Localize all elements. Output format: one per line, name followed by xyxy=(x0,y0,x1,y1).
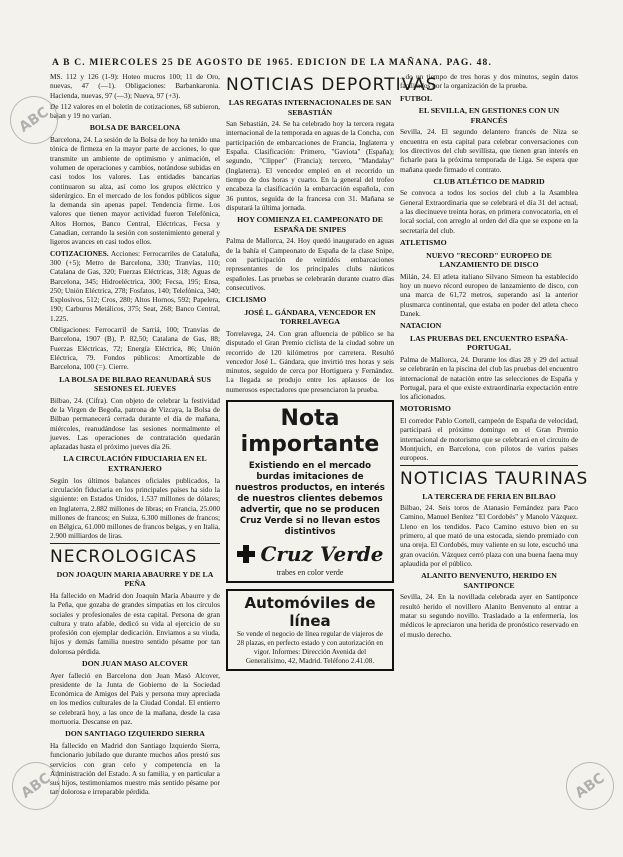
ad-body: Existiendo en el mercado burdas imitaciones de nuestros productos, en interés de nuestros clientes debemos advertir, que no se producen Cruz Verde si no llevan estos distintivos xyxy=(235,460,385,537)
column-left xyxy=(50,72,220,852)
necrologicas-title: NECROLOGICAS xyxy=(50,546,198,567)
necro2-heading: DON JUAN MASO ALCOVER xyxy=(82,659,188,668)
ad2-body: Se vende el negocio de línea regular de viajeros de 28 plazas, en perfecto estado y con autorización en vigor. Informes: Dirección Avenida del Generalísimo, 42, Madrid. Teléfono 2.41.08. xyxy=(236,629,384,665)
cotizaciones-body: Acciones: Ferrocarriles de Cataluña, 300 (+5); Metro de Barcelona, 330; Tranvías, 110; Catalana de Gas, 320; Fuerzas Eléctricas, 318; Aguas de Barcelona, 345; Hidroeléctrica, 300; Fecsa, 195; Ensa, 250; Unión Eléctrica, 278; Fosfatos, 140; Telefónica, 340; Explosivos, 512; Cros, 280; Altos Hornos, 592; Papelera, 190; Carburos Metálicos, 375; Seat, 268; Banco Central, 1.225. xyxy=(50,248,221,323)
cruz-verde-logo xyxy=(234,542,386,566)
futbol-heading: EL SEVILLA, EN GESTIONES CON UN FRANCÉS xyxy=(418,106,560,125)
motorismo-body: El corredor Pablo Cortell, campeón de España de velocidad, participará el próximo domingo en el Gran Premio internacional de motorismo que se celebrará en el circuito de Montjuich, en Barcelona, con pilotos de varios países europeos. xyxy=(400,416,578,463)
atletismo-body: Milán, 24. El atleta italiano Silvano Simeon ha establecido hoy un nuevo récord europeo de lanzamiento de disco, con una marca de 61,72 metros, superando así la anterior plusmarca continental, que estaba en poder del atleta checo Danek. xyxy=(400,271,578,318)
cruz-verde-ad xyxy=(226,400,394,583)
circulacion-heading: LA CIRCULACIÓN FIDUCIARIA EN EL EXTRANJERO xyxy=(63,454,207,474)
alanito-heading: ALANITO BENVENUTO, HERIDO EN SANTIPONCE xyxy=(421,571,557,590)
necro1-body: Ha fallecido en Madrid don Joaquín María Abaurre y de la Peña, que gozaba de grandes simpatías en los círculos sociales y profesionales de esta capital. Persona de gran cultura y trato afable, dedicó su vida al ejercicio de su profesión con ejemplar dedicación. Enviamos a su viuda, hijos y demás familia nuestro sentido pésame por tan dolorosa pérdida. xyxy=(50,590,220,656)
divider xyxy=(50,543,220,544)
running-head: A B C. MIERCOLES 25 DE AGOSTO DE 1965. EDICION DE LA MAÑANA. PAG. 48. xyxy=(52,58,493,68)
futbol-title: FUTBOL xyxy=(400,93,433,103)
cotizaciones-heading: COTIZACIONES. xyxy=(50,248,109,258)
circulacion-body: Según los últimos balances oficiales publicados, la circulación fiduciaria en los principales países ha sido la siguiente: en Estados Unidos, 1.537 millones de dólares; en Inglaterra, 2.882 millones de libras; en Francia, 25.000 millones de francos; en Suiza, 6.300 millones de francos; en Bélgica, 61.000 millones de francos belgas, y en Italia, 2.900 milliardos de liras. xyxy=(50,475,220,541)
bolsa-barcelona-body: Barcelona, 24. La sesión de la Bolsa de hoy ha tenido una tónica de firmeza en la mayor parte de acciones, lo que transmite un ambiente de optimismo y animación, el volumen de operaciones y cambios, notándose subidas en casi todos los valores. Las entidades bancarias continuaron su alza, así como los grupos eléctrico y siderúrgico. En el mercado de los fondos públicos sigue la demanda sin apenas papel. Tendencia firme. Los valores que tienen mayor actividad fueron Telefónica, Altos Hornos, Banco Central, Eléctricas, Fecsa y Canadian, cerrando la sesión con sostenimiento general y ligeros avances en casi todos ellos. xyxy=(50,135,220,247)
bilbao-body: Bilbao, 24. (Cifra). Con objeto de celebrar la festividad de la Virgen de Begoña, patrona de Vizcaya, la Bolsa de Bilbao permanecerá cerrada durante el día de mañana, miércoles, reanudándose las sesiones normalmente el jueves. Las operaciones de contratación quedarán aplazadas hasta el próximo jueves día 26. xyxy=(50,395,220,452)
abc-watermark: ABC xyxy=(1,87,68,154)
necro1-heading: DON JOAQUIN MARIA ABAURRE Y DE LA PEÑA xyxy=(56,569,214,589)
atletico-body: Se convoca a todos los socios del club a la Asamblea General Extraordinaria que se celebrará el día 31 del actual, a las diecinueve treinta horas, en primera convocatoria, en el local social, con arreglo al orden del día que se expone en la secretaría del club. xyxy=(400,188,578,235)
abc-watermark: ABC xyxy=(3,753,70,820)
deportivas-title: NOTICIAS DEPORTIVAS xyxy=(226,75,438,95)
motorismo-title: MOTORISMO xyxy=(400,404,451,414)
bilbao-heading: LA BOLSA DE BILBAO REANUDARÁ SUS SESIONES EL JUEVES xyxy=(59,374,211,394)
ciclismo-title: CICLISMO xyxy=(226,295,267,305)
taurinas-title: NOTICIAS TAURINAS xyxy=(400,468,589,489)
cross-icon xyxy=(237,545,255,563)
divider xyxy=(400,465,578,466)
necro3-heading: DON SANTIAGO IZQUIERDO SIERRA xyxy=(65,729,205,739)
column-right xyxy=(400,72,589,852)
ciclismo-heading: JOSÉ L. GÁNDARA, VENCEDOR EN TORRELAVEGA xyxy=(244,307,376,327)
natacion-title: NATACION xyxy=(400,321,442,331)
regatas-body: San Sebastián, 24. Se ha celebrado hoy la tercera regata internacional de la temporada en aguas de la Concha, con participación de embarcaciones de Francia, Inglaterra y España. Clasificación: Primero, "Gaviota" (España); segundo, "Clipper" (Francia); tercero, "Mandalay" (Inglaterra). El vencedor empleó en el recorrido un tiempo de dos horas y cuarto. En la general del trofeo encabeza la clasificación la embarcación española, con 36 puntos, seguida de la francesa con 31. Mañana se disputará la última jornada. xyxy=(226,119,394,212)
campeonato-body: Palma de Mallorca, 24. Hoy quedó inaugurado en aguas de la bahía el Campeonato de España de la clase Snipe, con participación de veintidós embarcaciones representantes de los principales clubs náuticos españoles. Las pruebas se celebrarán durante cuatro días consecutivos. xyxy=(226,236,394,292)
alanito-body: Sevilla, 24. En la novillada celebrada ayer en Santiponce resultó herido el novillero Alanito Benvenuto al entrar a matar su segundo novillo. Trasladado a la enfermería, los médicos le apreciaron una herida de pronóstico reservado en el muslo derecho. xyxy=(400,592,578,639)
ciclismo-body: Torrelavega, 24. Con gran afluencia de público se ha disputado el Gran Premio ciclista de la ciudad sobre un recorrido de 120 kilómetros por carretera. Resultó vencedor José L. Gándara, que invirtió tres horas y seis minutos, seguido de cerca por Hortiguera y Fernández. La llegada se produjo entre los aplausos de los numerosos espectadores que presenciaron la prueba. xyxy=(226,328,394,394)
automoviles-ad xyxy=(226,589,394,671)
necro2-body: Ayer falleció en Barcelona don Juan Masó Alcover, presidente de la Junta de Gobierno de la Sociedad Económica de Amigos del País y persona muy apreciada en los medios culturales de la Ciudad Condal. El entierro se celebrará hoy, a las once de la mañana, desde la casa mortuoria. Descanse en paz. xyxy=(50,670,220,727)
natacion-body: Palma de Mallorca, 24. Durante los días 28 y 29 del actual se celebrarán en la piscina del club las pruebas del encuentro internacional de natación entre las selecciones de España y Portugal, para el que existe extraordinaria expectación entre los aficionados. xyxy=(400,354,578,402)
ad-title: Nota importante xyxy=(240,405,380,457)
toros-body: Bilbao, 24. Seis toros de Atanasio Fernández para Paco Camino, Manuel Benítez "El Cordobés" y Manolo Vázquez. Lleno en los tendidos. Paco Camino estuvo bien en su primero, al que mató de una estocada, siendo premiado con una oreja. El Cordobés, muy valiente en su lote, escuchó una gran ovación. Vázquez cerró plaza con una buena faena muy aplaudida por el público. xyxy=(400,503,578,568)
toros-heading: LA TERCERA DE FERIA EN BILBAO xyxy=(422,491,556,501)
cotizaciones-body-2: Obligaciones: Ferrocarril de Sarriá, 100; Tranvías de Barcelona, 1907 (B), P. 82,50; Catalana de Gas, 88; Fuerzas Eléctricas, 72; Energía Eléctrica, 86; Unión Eléctrica, 79. Fondos públicos: Amortizable de Barcelona, 100 (=). Cierre. xyxy=(50,325,220,372)
regatas-heading: LAS REGATAS INTERNACIONALES DE SAN SEBASTIÁN xyxy=(228,98,392,117)
futbol-body: Sevilla, 24. El segundo delantero francés de Niza se encuentra en esta capital para celebrar conversaciones con los directivos del club sevillista, que tienen gran interés en ficharle para la próxima temporada de Liga. Se espera que mañana quede firmado el contrato. xyxy=(400,127,578,174)
stock-intro-1: MS. 112 y 126 (1-9): Hoteo mucros 100; 11 de Oro, nuevas, 47 (—1). Obligaciones: Barbankaronia. Hacienda, nuevas, 97 (—3); Nueva, 97 (+3). xyxy=(50,72,220,100)
necro3-body: Ha fallecido en Madrid don Santiago Izquierdo Sierra, funcionario jubilado que durante muchos años prestó sus servicios con gran celo y competencia en la Administración del Estado. A su familia, y en particular a sus hijos, testimoniamos nuestro más sentido pésame por tan dolorosa e irreparable pérdida. xyxy=(50,740,220,797)
bolsa-barcelona-heading: BOLSA DE BARCELONA xyxy=(89,123,181,133)
brand-name: Cruz Verde xyxy=(260,541,384,566)
atletismo-heading: NUEVO "RECORD" EUROPEO DE LANZAMIENTO DE DISCO xyxy=(426,250,552,270)
right-intro: ...do un tiempo de tres horas y dos minutos, según datos facilitados por la organización de la prueba. xyxy=(400,72,578,91)
stock-intro-2: De 112 valores en el boletín de cotizaciones, 68 subieron, bajan y 19 no varían. xyxy=(50,101,220,121)
ad-subtitle: trabes en color verde xyxy=(276,567,344,577)
ad2-title: Automóviles de línea xyxy=(244,593,376,630)
atletismo-title: ATLETISMO xyxy=(400,237,447,247)
abc-watermark: ABC xyxy=(557,753,623,820)
campeonato-heading: HOY COMIENZA EL CAMPEONATO DE ESPAÑA DE SNIPES xyxy=(237,215,383,234)
atletico-heading: CLUB ATLÉTICO DE MADRID xyxy=(433,176,545,186)
natacion-heading: LAS PRUEBAS DEL ENCUENTRO ESPAÑA-PORTUGAL xyxy=(410,333,568,353)
